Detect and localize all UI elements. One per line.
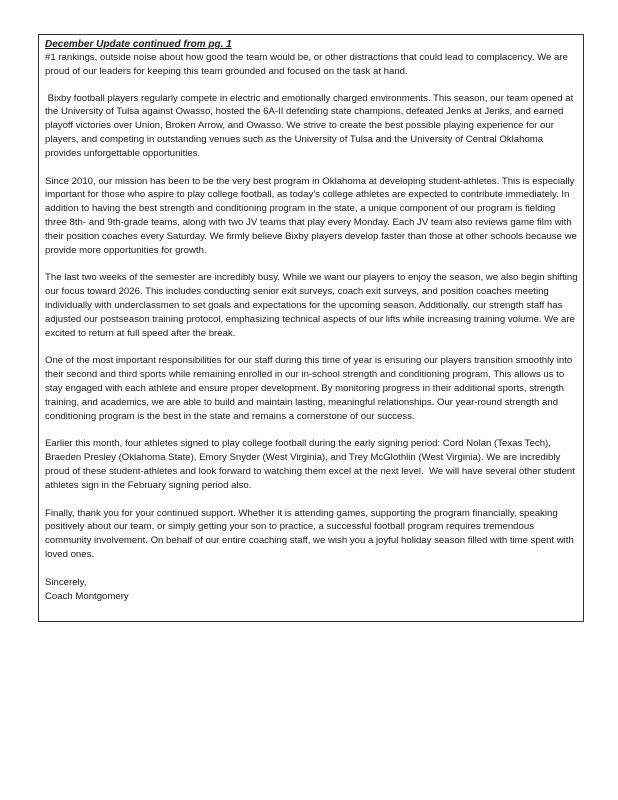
newsletter-box <box>38 34 584 622</box>
signature: Coach Montgomery <box>45 590 129 602</box>
paragraph-4: The last two weeks of the semester are incredibly busy. While we want our players to enjoy the season, we also begin shifting our focus toward 2026. This includes conducting senior exit surveys, coach exit surveys, and position coaches meeting individually with underclassmen to set goals and expectations for the upcoming season. Additionally, our strength staff has adjusted our postseason training protocol, emphasizing technical aspects of our lifts while increasing training volume. We are excited to return at full speed after the break. <box>45 272 578 339</box>
closing: Sincerely, <box>45 576 87 588</box>
continued-header: December Update continued from pg. 1 <box>45 39 232 50</box>
paragraph-6: Earlier this month, four athletes signed to play college football during the early signing period: Cord Nolan (Texas Tech), Braeden Presley (Oklahoma State), Emory Snyder (West Virginia), and Trey McGlothlin (West Virginia). We are incredibly proud of these student-athletes and look forward to watching them excel at the next level. We will have several other student athletes sign in the February signing period also. <box>45 438 578 491</box>
paragraph-3: Since 2010, our mission has been to be the very best program in Oklahoma at developing student-athletes. This is especially important for those who aspire to play college football, as today’s college athletes are expected to contribute immediately. In addition to having the best strength and conditioning program in the state, a unique component of our program is fielding three 8th- and 9th-grade teams, along with two JV teams that play every Monday. Each JV team also reviews game film with their position coaches every Saturday. We firmly believe Bixby players develop faster than those at other schools because we provide more opportunities for growth. <box>45 175 577 256</box>
paragraph-5: One of the most important responsibilities for our staff during this time of year is ensuring our players transition smoothly into their second and third sports while remaining enrolled in our in-school strength and conditioning program. This allows us to stay engaged with each athlete and ensure proper development. By monitoring progress in their additional sports, strength training, and academics, we are able to build and maintain lasting, meaningful relationships. Our year-round strength and conditioning program is the best in the state and remains a cornerstone of our success. <box>45 355 573 422</box>
paragraph-7: Finally, thank you for your continued support. Whether it is attending games, supporting the program financially, speaking positively about our team, or simply getting your son to practice, a successful football program requires tremendous community involvement. On behalf of our entire coaching staff, we wish you a joyful holiday season filled with time spent with loved ones. <box>45 507 574 560</box>
paragraph-2: Bixby football players regularly compete in electric and emotionally charged environments. This season, our team opened at the University of Tulsa against Owasso, hosted the 6A-II defending state champions, defeated Jenks at Jenks, and earned playoff victories over Union, Broken Arrow, and Owasso. We strive to create the best possible playing experience for our players, and competing in outstanding venues such as the University of Tulsa and the University of Central Oklahoma provides unforgettable opportunities. <box>45 92 576 159</box>
paragraph-1: #1 rankings, outside noise about how good the team would be, or other distractions that could lead to complacency. We are proud of our leaders for keeping this team grounded and focused on the task at hand. <box>45 52 568 77</box>
